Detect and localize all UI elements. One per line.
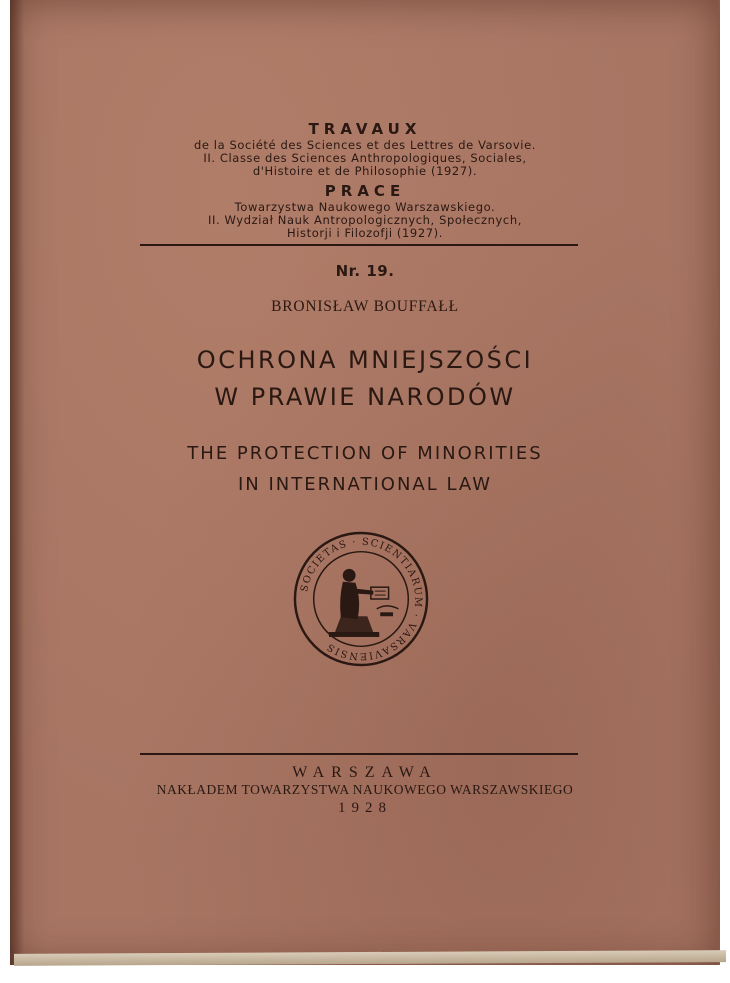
- series-line-pl-3: Historji i Filozofji (1927).: [286, 226, 444, 240]
- title-en-line-2: IN INTERNATIONAL LAW: [237, 474, 493, 495]
- series-line-pl-2: II. Wydział Nauk Antropologicznych, Społecznych,: [208, 213, 522, 227]
- series-title-pl: PRACE: [324, 182, 406, 200]
- divider-bottom: [140, 753, 578, 755]
- imprint-city: WARSZAWA: [292, 764, 438, 781]
- seal-inscription: SOCIETAS · SCIENTIARUM · VARSAVIENSIS: [299, 536, 424, 662]
- imprint-year: 1928: [338, 800, 392, 816]
- society-seal-emblem: [292, 530, 430, 668]
- title-pl-line-2: W PRAWIE NARODÓW: [214, 383, 516, 411]
- imprint-publisher: NAKŁADEM TOWARZYSTWA NAUKOWEGO WARSZAWSKIEGO: [156, 782, 574, 797]
- seated-figure-icon: [329, 569, 398, 636]
- author-name: BRONISŁAW BOUFFAŁŁ: [271, 298, 459, 315]
- title-en-line-1: THE PROTECTION OF MINORITIES: [187, 443, 543, 464]
- series-title-fr: TRAVAUX: [308, 120, 422, 138]
- title-pl-line-1: OCHRONA MNIEJSZOŚCI: [196, 346, 534, 374]
- volume-number: Nr. 19.: [335, 262, 395, 280]
- series-line-pl-1: Towarzystwa Naukowego Warszawskiego.: [234, 200, 496, 214]
- series-line-fr-1: de la Société des Sciences et des Lettres de Varsovie.: [193, 138, 537, 152]
- divider-top: [140, 244, 578, 246]
- series-line-fr-3: d'Histoire et de Philosophie (1927).: [252, 164, 478, 178]
- series-line-fr-2: II. Classe des Sciences Anthropologiques, Sociales,: [203, 151, 527, 165]
